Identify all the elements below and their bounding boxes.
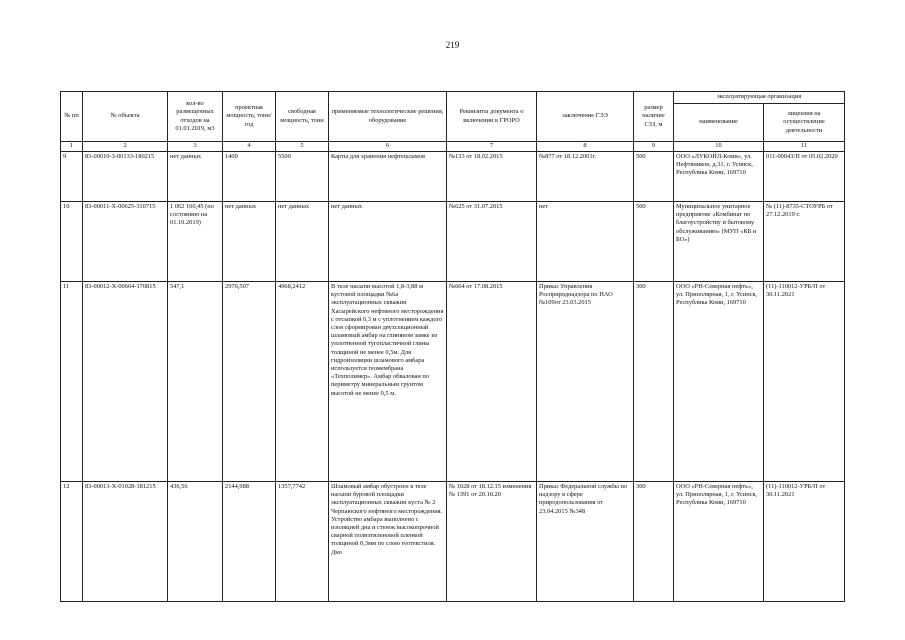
cell-szz-size: 300 bbox=[634, 482, 674, 602]
cell-waste-qty: 1 062 100,45 (по состоянию на 01.10.2019) bbox=[168, 202, 223, 282]
cell-num: 12 bbox=[61, 482, 83, 602]
cell-tech-solutions bbox=[329, 482, 447, 602]
cell-object-no: 83-00010-З-00133-180215 bbox=[83, 152, 168, 202]
header-row-top bbox=[61, 92, 845, 104]
header-groro-doc: Реквизиты документа о включении в ГРОРО bbox=[447, 92, 537, 142]
cell-operator-license: 011-00043/П от 05.02.2020 bbox=[764, 152, 845, 202]
cell-szz-size: 500 bbox=[634, 152, 674, 202]
column-number: 6 bbox=[329, 142, 447, 152]
column-number: 3 bbox=[168, 142, 223, 152]
column-number-row bbox=[61, 142, 845, 152]
cell-operator-name: Муниципальное унитарное предприятие «Комбинат по благоустройству и бытовому обслуживанию» (МУП «КБ и БО») bbox=[674, 202, 764, 282]
column-number: 1 bbox=[61, 142, 83, 152]
table-row bbox=[61, 152, 845, 202]
cell-object-no: 83-00013-Х-01028-181215 bbox=[83, 482, 168, 602]
cell-tech-solutions: В теле насыпи высотой 1,8-3,88 м кустовой площадки №6а эксплуатационных скважин Хасырейского нефтяного месторождения с отсыпкой 0,3 м с уплотнением каждого слоя сформирован двухсекционный шламовый амбар на глиняном замке из уплотненной тугопластичной глины толщиной не менее 0,5м. Для гидроизоляции шламового амбара используется геомембрана «Техполимер». Амбар обвалован по периметру минеральным грунтом высотой не менее 0,5 м. bbox=[329, 282, 447, 482]
cell-design-capacity: 2144,988 bbox=[223, 482, 276, 602]
cell-waste-qty: нет данных bbox=[168, 152, 223, 202]
cell-gee-conclusion: Приказ Федеральной службы по надзору в сфере природопользования от 23.04.2015 №348 bbox=[537, 482, 634, 602]
cell-free-capacity: 4968,2412 bbox=[276, 282, 329, 482]
cell-operator-license: № (11)-8735-СТОУРБ от 27.12.2019 г. bbox=[764, 202, 845, 282]
cell-design-capacity: 2976,507 bbox=[223, 282, 276, 482]
column-number: 10 bbox=[674, 142, 764, 152]
cell-num: 11 bbox=[61, 282, 83, 482]
cell-gee-conclusion: №877 от 18.12.2001г. bbox=[537, 152, 634, 202]
header-waste-qty: кол-во размещенных отходов на 01.01.2019, м3 bbox=[168, 92, 223, 142]
cell-free-capacity: нет данных bbox=[276, 202, 329, 282]
cell-free-capacity: 5500 bbox=[276, 152, 329, 202]
page-number: 219 bbox=[445, 40, 460, 50]
table-row bbox=[61, 202, 845, 282]
cell-num: 10 bbox=[61, 202, 83, 282]
cell-szz-size: 300 bbox=[634, 282, 674, 482]
cell-operator-name: ООО «РН-Северная нефть», ул. Приполярная, 1, г. Усинск, Республика Коми, 169710 bbox=[674, 482, 764, 602]
header-design-capacity: проектная мощность, тонн/год bbox=[223, 92, 276, 142]
header-operator-license: лицензия на осуществление деятельности bbox=[764, 104, 845, 142]
cell-free-capacity: 1357,7742 bbox=[276, 482, 329, 602]
cell-gee-conclusion: Приказ Управления Росприроднадзора по НАО №109от 23.03.2015 bbox=[537, 282, 634, 482]
column-number: 9 bbox=[634, 142, 674, 152]
header-operator-name: наименование bbox=[674, 104, 764, 142]
column-number: 7 bbox=[447, 142, 537, 152]
column-number: 5 bbox=[276, 142, 329, 152]
cell-groro-doc: № 1028 от 18.12.15 изменения № 1391 от 20.10.20 bbox=[447, 482, 537, 602]
header-free-capacity: свободная мощность, тонн bbox=[276, 92, 329, 142]
cell-tech-solutions: нет данных bbox=[329, 202, 447, 282]
cell-szz-size: 500 bbox=[634, 202, 674, 282]
column-number: 4 bbox=[223, 142, 276, 152]
header-gee-conclusion: заключение ГЭЭ bbox=[537, 92, 634, 142]
cell-num: 9 bbox=[61, 152, 83, 202]
header-tech-solutions: применяемые технологические решения, оборудование bbox=[329, 92, 447, 142]
cell-tech-solutions-text: Шламовый амбар обустроен в теле насыпи буровой площадки эксплуатационных скважин куста № 2 Черпаюского нефтяного месторождения. Устройство амбара выполнено с изоляцией дна и стенок высокопрочной сварной полиэтиленовой пленкой толщиной 0,3мм по слою геотекстиля. Дно bbox=[331, 483, 443, 556]
cell-design-capacity: нет данных bbox=[223, 202, 276, 282]
cell-groro-doc: №625 от 31.07.2015 bbox=[447, 202, 537, 282]
header-operator-group: эксплуатирующая организация bbox=[674, 92, 845, 104]
header-szz-size: размер наличие СЗЗ, м bbox=[634, 92, 674, 142]
column-number: 2 bbox=[83, 142, 168, 152]
column-number: 8 bbox=[537, 142, 634, 152]
cell-object-no: 83-00011-Х-00625-310715 bbox=[83, 202, 168, 282]
cell-object-no: 83-00012-Х-00664-170815 bbox=[83, 282, 168, 482]
waste-facilities-table bbox=[60, 91, 845, 602]
table-row bbox=[61, 482, 845, 602]
header-num: № пп bbox=[61, 92, 83, 142]
column-number: 11 bbox=[764, 142, 845, 152]
header-object-no: № объекта bbox=[83, 92, 168, 142]
cell-groro-doc: №664 от 17.08.2015 bbox=[447, 282, 537, 482]
cell-operator-license: (11)-110012-УРБ/П от 30.11.2021 bbox=[764, 282, 845, 482]
table-row bbox=[61, 282, 845, 482]
cell-design-capacity: 1400 bbox=[223, 152, 276, 202]
cell-operator-name: ООО «РН-Северная нефть», ул. Приполярная, 1, г. Усинск, Республика Коми, 169710 bbox=[674, 282, 764, 482]
cell-waste-qty: 436,56 bbox=[168, 482, 223, 602]
cell-waste-qty: 547,1 bbox=[168, 282, 223, 482]
cell-operator-license: (11)-110012-УРБ/П от 30.11.2021 bbox=[764, 482, 845, 602]
cell-groro-doc: №133 от 18.02.2015 bbox=[447, 152, 537, 202]
cell-gee-conclusion: нет bbox=[537, 202, 634, 282]
cell-tech-solutions: Карты для хранения нефтешламов bbox=[329, 152, 447, 202]
cell-operator-name: ООО «ЛУКОЙЛ-Коми», ул. Нефтяников, д.31, г. Усинск, Республика Коми, 169710 bbox=[674, 152, 764, 202]
